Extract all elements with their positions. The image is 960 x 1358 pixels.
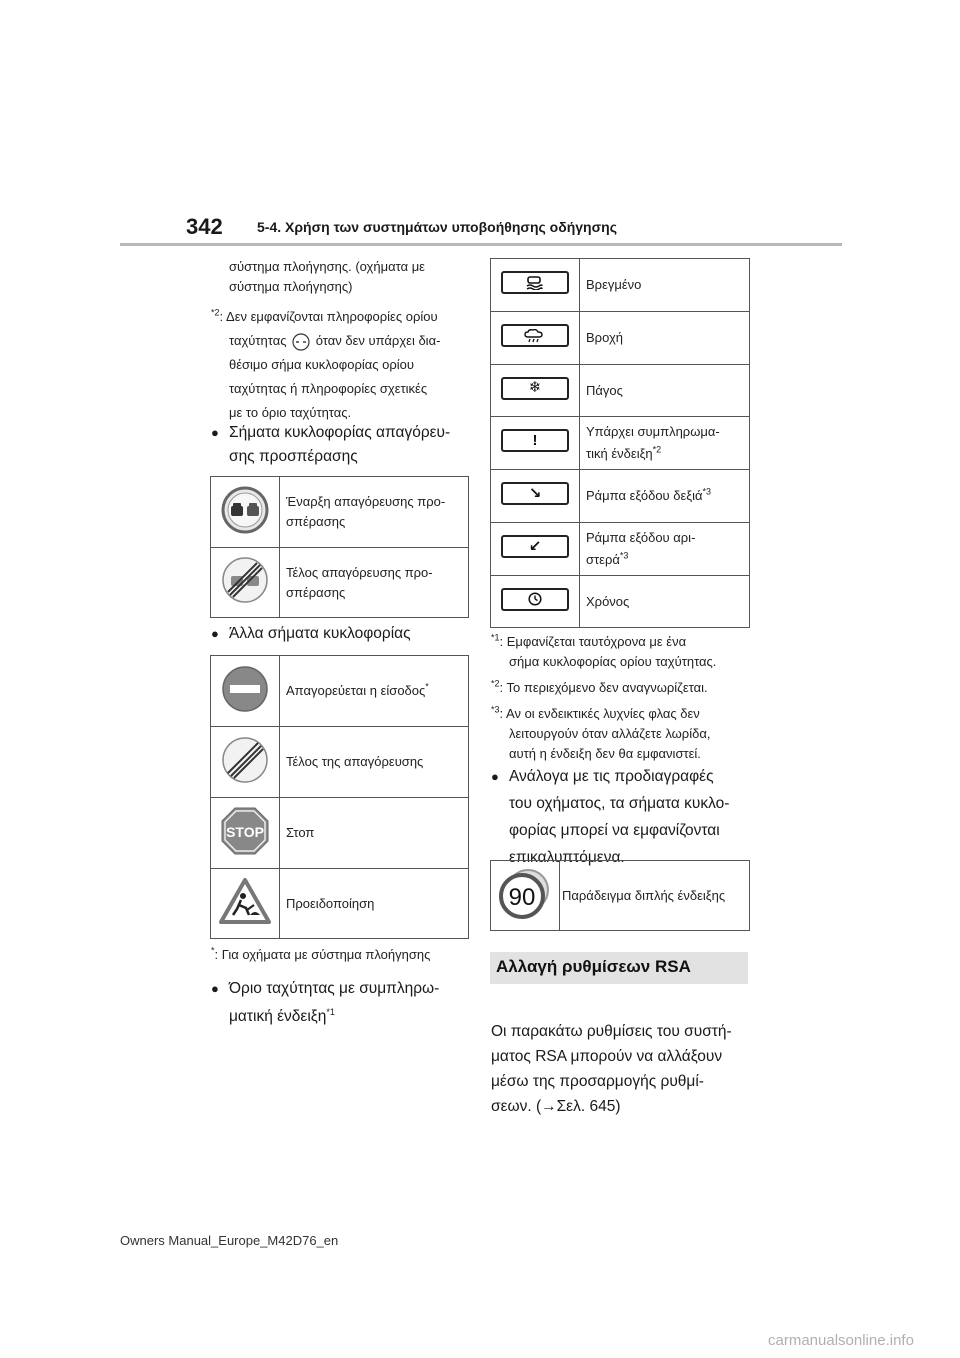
indication-label: Ράμπα εξόδου αρι- (586, 530, 696, 545)
intro-text: σύστημα πλοήγησης. (οχήματα με σύστημα πλοήγησης) (229, 259, 425, 294)
double-indication-table (490, 860, 750, 931)
sign-label: Έναρξη απαγόρευσης προ- (286, 494, 446, 509)
page-reference-link[interactable]: σεων. (→Σελ. 645) (491, 1098, 621, 1115)
header-divider (120, 243, 842, 246)
indication-label: Παράδειγμα διπλής ένδειξης (562, 887, 726, 903)
footnote-star: *: Για οχήματα με σύστημα πλοήγησης (211, 945, 431, 962)
table-row (491, 861, 750, 931)
stop-sign-icon (220, 806, 270, 856)
footnote-2: $^{*2}$: Το περιεχόμενο δεν αναγνωρίζεται. (491, 678, 708, 695)
page-number: 342 (186, 214, 223, 239)
table-row: ↘ Ράμπα εξόδου δεξιά$^{*3}$ (491, 470, 750, 523)
roadworks-warning-sign-icon (219, 877, 271, 925)
sign-label: Προειδοποίηση (286, 895, 375, 911)
footnote-3: $^{*3}$: Αν οι ενδεικτικές λυχνίες φλας δεν λειτουργούν όταν αλλάζετε λωρίδα, αυτή η ένδειξη δεν θα εμφανιστεί. (491, 704, 711, 761)
no-overtaking-end-sign-icon (221, 556, 269, 604)
rsa-settings-text: Οι παρακάτω ρυθμίσεις του συστή- ματος RSA μπορούν να αλλάξουν μέσω της προσαρμογής ρυθμί- σεων. (→Σελ. 645) (491, 1019, 732, 1119)
footnotes-right (491, 632, 716, 764)
table-row: ! Υπάρχει συμπληρωμα- τική ένδειξη$^{*2}$ (491, 417, 750, 470)
table-row: Τέλος απαγόρευσης προ- σπέρασης (211, 548, 469, 618)
speed-limit-unknown-icon (290, 333, 312, 351)
sign-label: Στοπ (286, 825, 315, 840)
exclamation-icon: ! (501, 429, 569, 452)
sign-label: Τέλος απαγόρευσης προ- (286, 564, 433, 580)
table-row (491, 312, 750, 365)
indication-label: Πάγος (586, 382, 623, 398)
no-entry-sign-icon (221, 665, 269, 713)
bullet-overtaking-signs: ● Σήματα κυκλοφορίας απαγόρευ- σης προσπέρασης (229, 421, 450, 469)
table-row (211, 727, 469, 798)
table-row (211, 869, 469, 939)
no-overtaking-start-sign-icon (221, 486, 269, 534)
table-row: Απαγορεύεται η είσοδος* (211, 656, 469, 727)
other-signs-table (210, 655, 469, 939)
bullet-speed-limit: ● Όριο ταχύτητας με συμπληρω- ματική ένδειξη$^{*1}$ (229, 975, 439, 1031)
end-of-restriction-sign-icon (221, 736, 269, 784)
speed-limit-90-double-icon (499, 867, 551, 919)
overtaking-signs-table (210, 476, 469, 618)
table-row (491, 365, 750, 417)
indication-label: Βρεγμένο (586, 277, 642, 292)
sign-label: Τέλος της απαγόρευσης (286, 754, 424, 769)
arrow-down-right-icon: ↘ (501, 482, 569, 505)
footnote-2-left: $^{*2}$: Δεν εμφανίζονται πληροφορίες ορίου ταχύτητας όταν δεν υπάρχει δια- θέσιμο σήμα κυκλοφορίας ορίου ταχύτητας ή πληροφορίες σχετικές με το όριο ταχύτητας. (211, 307, 441, 420)
rain-cloud-icon (501, 324, 569, 347)
table-row: ↙ Ράμπα εξόδου αρι- στερά$^{*3}$ (491, 523, 750, 576)
table-row (211, 798, 469, 869)
snowflake-icon: ❄ (501, 377, 569, 400)
table-row: Έναρξη απαγόρευσης προ- σπέρασης (211, 477, 469, 548)
rsa-settings-heading: Αλλαγή ρυθμίσεων RSA (490, 952, 748, 984)
svg-text:90: 90 (508, 884, 536, 911)
indication-label: Χρόνος (586, 593, 630, 609)
indication-label: Ράμπα εξόδου δεξιά (586, 488, 703, 503)
arrow-down-left-icon: ↙ (501, 535, 569, 558)
wet-road-icon (501, 271, 569, 294)
stop-sign-text: STOP (226, 823, 264, 840)
sign-label: Απαγορεύεται η είσοδος (286, 683, 426, 698)
footer-text: Owners Manual_Europe_M42D76_en (120, 1233, 339, 1248)
table-row (491, 259, 750, 312)
indication-label: Βροχή (586, 330, 624, 345)
bullet-other-signs: ● Άλλα σήματα κυκλοφορίας (229, 622, 411, 646)
indication-label: Υπάρχει συμπληρωμα- (586, 424, 720, 439)
footnote-1: $^{*1}$: Εμφανίζεται ταυτόχρονα με ένα σήμα κυκλοφορίας ορίου ταχύτητας. (491, 632, 717, 669)
section-title: 5-4. Χρήση των συστημάτων υποβοήθησης οδήγησης (257, 219, 618, 235)
clock-icon (501, 588, 569, 611)
table-row (491, 576, 750, 628)
bullet-spec: ● Ανάλογα με τις προδιαγραφές του οχήματος, τα σήματα κυκλο- φορίας μπορεί να εμφανίζονται επικαλυπτόμενα. (509, 763, 729, 871)
supplementary-indications-table (490, 258, 750, 628)
watermark: carmanualsonline.info (768, 1332, 914, 1349)
